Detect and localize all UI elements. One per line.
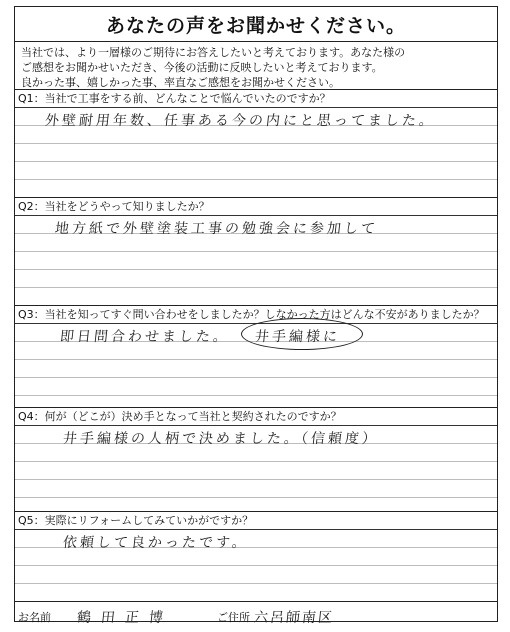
question-3-answer-circled: 井手編様に: [254, 329, 341, 345]
intro-line: 当社では、より一層様のご期待にお答えしたいと考えております。あなた様の: [21, 46, 406, 59]
question-5-section: [15, 512, 497, 602]
name-value: 鶴田正博: [76, 610, 174, 626]
question-5-label: Q5：実際にリフォームしてみていかがですか？: [15, 512, 497, 530]
question-2-section: [15, 198, 497, 306]
intro-line: ご感想をお聞かせいただき、今後の活動に反映したいと考えております。: [21, 61, 383, 74]
question-2-label: Q2：当社をどうやって知りましたか？: [15, 198, 497, 216]
address-value: 六呂師南区: [253, 610, 335, 626]
name-address-row: [15, 602, 497, 632]
intro-text: [15, 42, 497, 90]
question-4-label: Q4：何が（どこが）決め手となって当社と契約されたのですか？: [15, 408, 497, 426]
survey-form: [14, 6, 498, 626]
question-3-section: [15, 306, 497, 408]
question-2-answer: 地方紙で外壁塗装工事の勉強会に参加して: [54, 221, 379, 237]
name-label: お名前: [18, 611, 51, 624]
question-1-label: Q1：当社で工事をする前、どんなことで悩んでいたのですか？: [15, 90, 497, 108]
circle-annotation: [241, 318, 363, 350]
question-4-section: [15, 408, 497, 512]
question-1-answer: 外壁耐用年数、任事ある今の内にと思ってました。: [44, 113, 437, 129]
question-1-section: [15, 90, 497, 198]
form-title: あなたの声をお聞かせください。: [15, 7, 497, 42]
intro-line: 良かった事、嬉しかった事、率直なご感想をお聞かせください。: [21, 76, 340, 89]
question-5-answer: 依頼して良かったです。: [62, 535, 250, 551]
question-3-label: Q3：当社を知ってすぐ問い合わせをしましたか？しなかった方はどんな不安がありましたか？: [15, 306, 497, 324]
question-4-answer: 井手編様の人柄で決めました。（信頼度）: [62, 431, 380, 447]
address-label: ご住所: [217, 611, 250, 624]
question-3-answer: 即日問合わせました。: [59, 329, 231, 345]
